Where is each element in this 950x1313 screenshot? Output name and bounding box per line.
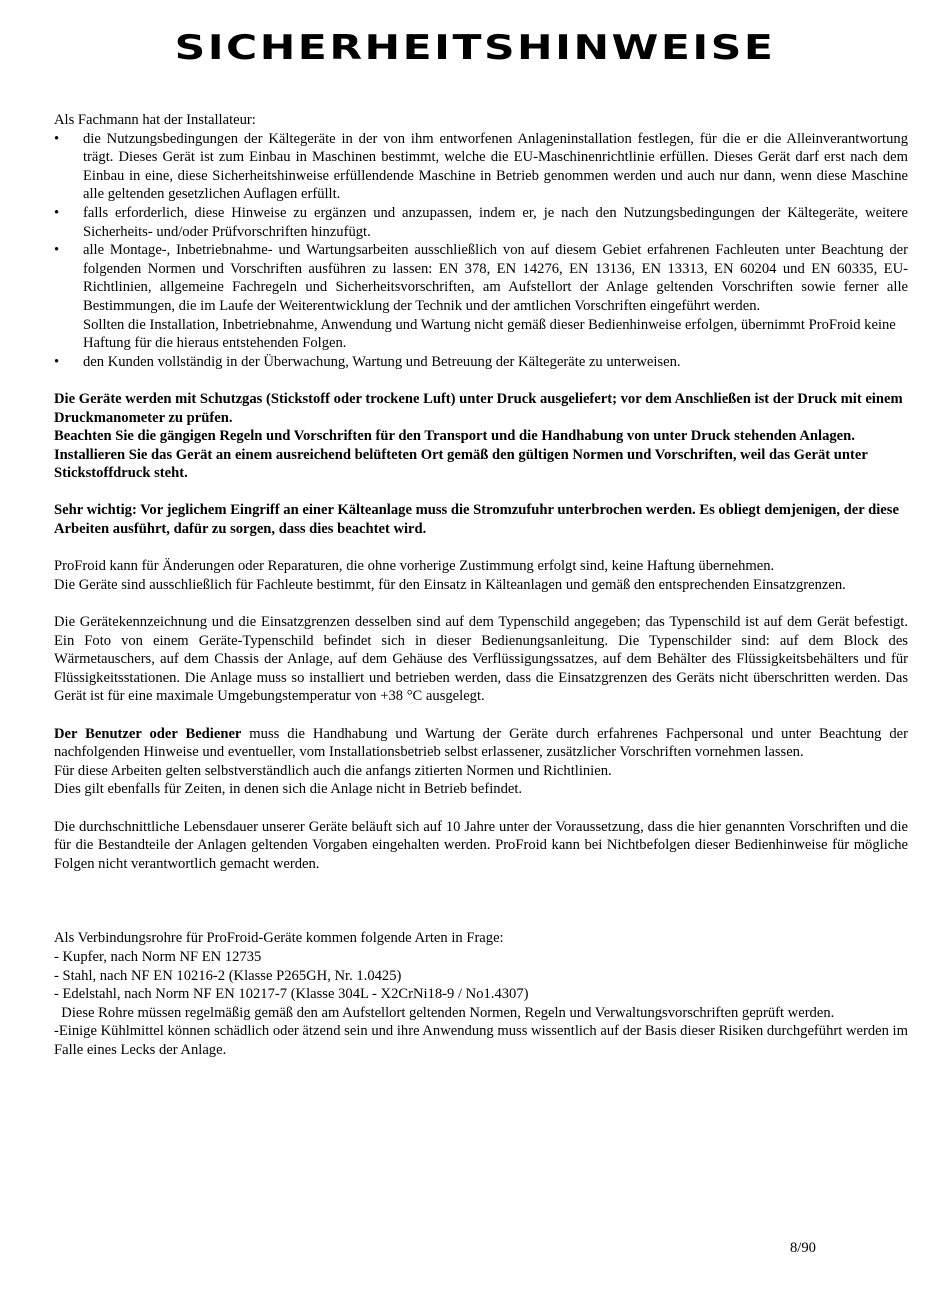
list-item (54, 130, 908, 204)
user-paragraph (54, 725, 908, 762)
power-warning: Sehr wichtig: Vor jeglichem Eingriff an einer Kälteanlage muss die Stromzufuhr unterbrochen werden. Es obliegt demjenigen, der diese Arbeiten ausführt, dafür zu sorgen, dass dies beachtet wird. (54, 502, 899, 538)
pipe-item: - Stahl, nach NF EN 10216-2 (Klasse P265GH, Nr. 1.0425) (54, 967, 402, 984)
lifetime-paragraph: Die durchschnittliche Lebensdauer unserer Geräte beläuft sich auf 10 Jahre unter der Voraussetzung, dass die hier genannten Vorschriften und die für die Bestandteile der Anlagen geltenden Vorgaben eingehalten werden. ProFroid kann bei Nichtbefolgen dieser Bedienhinweise für mögliche Folgen nicht verantwortlich gemacht werden. (54, 818, 908, 872)
usage-paragraph: Die Geräte sind ausschließlich für Fachleute bestimmt, für den Einsatz in Kälteanlagen und gemäß den entsprechenden Einsatzgrenzen. (54, 576, 846, 593)
pipes-intro: Als Verbindungsrohre für ProFroid-Geräte kommen folgende Arten in Frage: (54, 930, 504, 947)
list-item (54, 204, 908, 241)
list-item-text: falls erforderlich, diese Hinweise zu ergänzen und anzupassen, indem er, je nach den Nutzungsbedingungen der Kältegeräte, weitere Sicherheits- und/oder Prüfvorschriften hinzufügt. (83, 204, 908, 240)
pressure-warning-block (54, 390, 908, 483)
refrigerant-warning: -Einige Kühlmittel können schädlich oder ätzend sein und ihre Anwendung muss wissentlich auf der Basis dieser Risiken durchgeführt werden im Falle eines Lecks der Anlage. (54, 1023, 908, 1058)
page-number: 8/90 (790, 1240, 816, 1256)
idle-line: Dies gilt ebenfalls für Zeiten, in denen sich die Anlage nicht in Betrieb befindet. (54, 781, 523, 798)
intro-text: Als Fachmann hat der Installateur: (54, 112, 256, 128)
document-body (54, 111, 908, 1060)
standards-line: Für diese Arbeiten gelten selbstverständlich auch die anfangs zitierten Normen und Richtlinien. (54, 762, 612, 779)
warning-line: Installieren Sie das Gerät an einem ausreichend belüfteten Ort gemäß den gültigen Normen und Vorschriften, weil das Gerät unter Stickstoffdruck steht. (54, 446, 868, 482)
pipe-item: - Kupfer, nach Norm NF EN 12735 (54, 948, 262, 965)
list-item (54, 353, 908, 372)
page-title: SICHERHEITSHINWEISE (174, 28, 776, 68)
list-item-text: den Kunden vollständig in der Überwachung, Wartung und Betreuung der Kältegeräte zu unterweisen. (83, 353, 681, 370)
pipes-check-line: Diese Rohre müssen regelmäßig gemäß den am Aufstellort geltenden Normen, Regeln und Verwaltungsvorschriften geprüft werden. (54, 1004, 835, 1021)
liability-paragraph: ProFroid kann für Änderungen oder Reparaturen, die ohne vorherige Zustimmung erfolgt sind, keine Haftung übernehmen. (54, 558, 775, 575)
user-paragraph-text: muss die Handhabung und Wartung der Geräte durch erfahrenes Fachpersonal und unter Beachtung der nachfolgenden Hinweise und eventueller, vom Installationsbetrieb selbst erlassener, zusätzlicher Vorschriften vornehmen lassen. (54, 725, 908, 761)
warning-line: Beachten Sie die gängigen Regeln und Vorschriften für den Transport und die Handhabung von unter Druck stehenden Anlagen. (54, 428, 855, 445)
list-item-text: die Nutzungsbedingungen der Kältegeräte in der von ihm entworfenen Anlageninstallation festlegen, für die er die Alleinverantwortung trägt. Dieses Gerät ist zum Einbau in Maschinen bestimmt, welche die EU-Maschinenrichtlinie erfüllen. Dieses Gerät darf erst nach dem Einbau in eine, diese Sicherheitshinweise erfüllendende Maschine in Betrieb genommen werden und auch nur dann, wenn diese Maschine alle geltenden gesetzlichen Auflagen erfüllt. (83, 130, 908, 203)
list-item (54, 241, 908, 353)
warning-line: Die Geräte werden mit Schutzgas (Stickstoff oder trockene Luft) unter Druck ausgeliefert; vor dem Anschließen ist der Druck mit einem Druckmanometer zu prüfen. (54, 390, 903, 426)
pipe-item: - Edelstahl, nach Norm NF EN 10217-7 (Klasse 304L - X2CrNi18-9 / No1.4307) (54, 986, 529, 1003)
installer-duties-list (54, 130, 908, 372)
liability-note: Sollten die Installation, Inbetriebnahme, Anwendung und Wartung nicht gemäß dieser Bedienhinweise erfolgen, übernimmt ProFroid keine Haftung für die hieraus entstehenden Folgen. (83, 316, 896, 352)
list-item-text: alle Montage-, Inbetriebnahme- und Wartungsarbeiten ausschließlich von auf diesem Gebiet erfahrenen Fachleuten unter Beachtung der folgenden Normen und Vorschriften ausführen zu lassen: EN 378, EN 14276, EN 13136, EN 13313, EN 60204 und EN 60335, EU-Richtlinien, allgemeine Fachregeln und Sicherheitsvorschriften, am Aufstellort der Anlage geltenden Vorschriften sowie ferner alle Bestimmungen, die im Laufe der Weiterentwicklung der Technik und der amtlichen Vorschriften eingeführt werden. (83, 242, 908, 314)
nameplate-paragraph: Die Gerätekennzeichnung und die Einsatzgrenzen desselben sind auf dem Typenschild angegeben; das Typenschild ist auf dem Gerät befestigt. Ein Foto von einem Geräte-Typenschild befindet sich in dieser Bedienungsanleitung. Die Typenschilder sind: auf dem Block des Wärmetauschers, auf dem Chassis der Anlage, auf dem Gehäuse des Verflüssigungssatzes, auf dem Behälter des Flüssigkeitsbehälters und für Flüssigkeitsstationen. Die Anlage muss so installiert und betrieben werden, dass die Einsatzgrenzen des Geräts nicht überschritten werden. Das Gerät ist für eine maximale Umgebungstemperatur von +38 °C ausgelegt. (54, 614, 908, 705)
user-paragraph-lead: Der Benutzer oder Bediener (54, 725, 242, 742)
